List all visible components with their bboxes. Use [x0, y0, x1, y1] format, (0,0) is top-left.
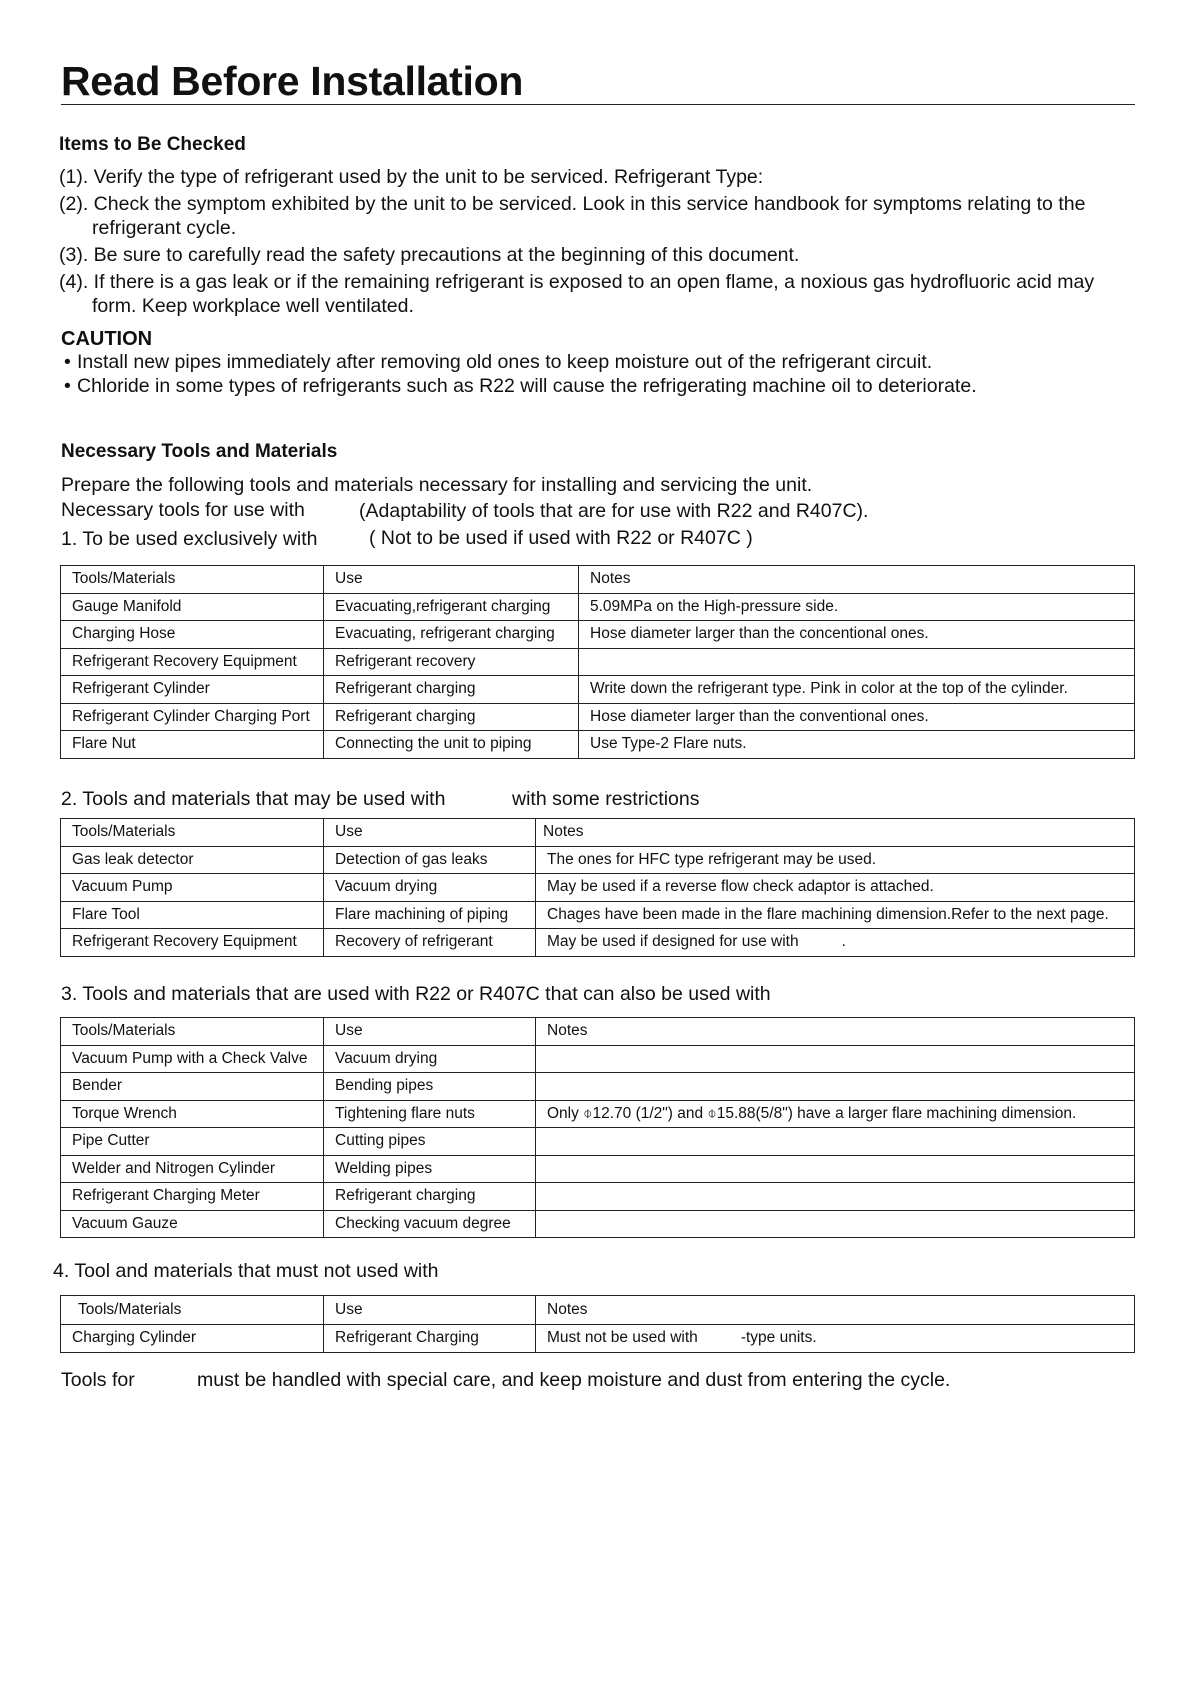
shared-tools-table [60, 1017, 1135, 1238]
caution-item [64, 374, 1144, 398]
table-cell: Charging Hose [61, 621, 324, 649]
table-cell: Pipe Cutter [61, 1128, 324, 1156]
table-cell: Bender [61, 1073, 324, 1101]
item-text: Check the symptom exhibited by the unit to be serviced. Look in this service handbook for symptoms relating to the [93, 193, 1086, 215]
table-row [61, 1155, 1135, 1183]
item-number: (2). [59, 193, 89, 215]
table-header-row [61, 566, 1135, 594]
checklist [59, 165, 1139, 318]
table-cell: Gauge Manifold [61, 593, 324, 621]
table-cell: Refrigerant Recovery Equipment [61, 648, 324, 676]
table-cell: Refrigerant charging [324, 1183, 536, 1211]
table-header-row [61, 819, 1135, 847]
section3-heading: 3. Tools and materials that are used with R22 or R407C that can also be used with [61, 983, 771, 1005]
header-cell: Tools/Materials [61, 1296, 324, 1325]
title-divider [61, 104, 1135, 105]
item-text: If there is a gas leak or if the remaining refrigerant is exposed to an open flame, a noxious gas hydrofluoric acid may [93, 271, 1095, 293]
item-number: (4). [59, 271, 89, 293]
table-cell: Refrigerant Charging Meter [61, 1183, 324, 1211]
section4-heading: 4. Tool and materials that must not used with [53, 1260, 439, 1282]
table-row [61, 901, 1135, 929]
section2-heading: 2. Tools and materials that may be used with [61, 788, 446, 810]
header-cell: Tools/Materials [61, 1018, 324, 1046]
table-row [61, 1210, 1135, 1238]
items-checked-heading: Items to Be Checked [59, 134, 246, 155]
item-text-continued: refrigerant cycle. [92, 217, 237, 239]
table-row [61, 621, 1135, 649]
table-cell: Hose diameter larger than the conventional ones. [579, 703, 1135, 731]
page-title: Read Before Installation [61, 58, 524, 104]
table-cell: Hose diameter larger than the concentional ones. [579, 621, 1135, 649]
table-cell: Tightening flare nuts [324, 1100, 536, 1128]
tools-line-left: Necessary tools for use with [61, 499, 305, 521]
table-cell: Refrigerant Charging [324, 1325, 536, 1353]
item-text: Be sure to carefully read the safety precautions at the beginning of this document. [93, 244, 800, 266]
table-cell [536, 1128, 1135, 1156]
header-cell: Notes [536, 1296, 1135, 1325]
table-row [61, 1100, 1135, 1128]
tools-intro: Prepare the following tools and materials necessary for installing and servicing the unit. [61, 474, 813, 496]
caution-item [64, 350, 1144, 374]
table-cell: Charging Cylinder [61, 1325, 324, 1353]
item-number: (1). [59, 166, 89, 188]
section1-heading: 1. To be used exclusively with [61, 528, 318, 550]
table-cell: Must not be used with -type units. [536, 1325, 1135, 1353]
checklist-item [59, 243, 1139, 270]
table-cell: Use Type-2 Flare nuts. [579, 731, 1135, 759]
prohibited-tools-table [60, 1295, 1135, 1353]
section2-heading-suffix: with some restrictions [512, 788, 700, 810]
table-cell [536, 1210, 1135, 1238]
table-row [61, 676, 1135, 704]
table-cell: Refrigerant Recovery Equipment [61, 929, 324, 957]
table-cell: Vacuum Gauze [61, 1210, 324, 1238]
footer-note-prefix: Tools for [61, 1369, 135, 1391]
item-text-continued: form. Keep workplace well ventilated. [92, 295, 414, 317]
table-row [61, 1128, 1135, 1156]
table-header-row [61, 1018, 1135, 1046]
table-row [61, 929, 1135, 957]
table-cell: The ones for HFC type refrigerant may be used. [536, 846, 1135, 874]
table-cell: Welder and Nitrogen Cylinder [61, 1155, 324, 1183]
caution-heading: CAUTION [61, 328, 153, 350]
table-cell: Refrigerant charging [324, 703, 579, 731]
table-cell: Evacuating, refrigerant charging [324, 621, 579, 649]
table-row [61, 593, 1135, 621]
table-row [61, 846, 1135, 874]
exclusive-tools-table [60, 565, 1135, 759]
table-row [61, 1183, 1135, 1211]
header-cell: Use [324, 566, 579, 594]
footer-note: must be handled with special care, and keep moisture and dust from entering the cycle. [197, 1369, 951, 1391]
table-cell: Flare Tool [61, 901, 324, 929]
table-cell: Welding pipes [324, 1155, 536, 1183]
table-cell: Checking vacuum degree [324, 1210, 536, 1238]
checklist-item [59, 270, 1139, 294]
table-cell: Flare machining of piping [324, 901, 536, 929]
table-cell: Vacuum drying [324, 1045, 536, 1073]
checklist-item [59, 192, 1139, 216]
table-cell [536, 1183, 1135, 1211]
item-number: (3). [59, 244, 89, 266]
table-cell [536, 1045, 1135, 1073]
table-cell: Detection of gas leaks [324, 846, 536, 874]
table-cell: May be used if designed for use with . [536, 929, 1135, 957]
header-cell: Tools/Materials [61, 566, 324, 594]
section1-note: ( Not to be used if used with R22 or R407C ) [369, 527, 753, 549]
table-cell: Refrigerant Cylinder [61, 676, 324, 704]
table-row [61, 731, 1135, 759]
tools-line-right: (Adaptability of tools that are for use with R22 and R407C). [359, 500, 869, 522]
header-cell: Notes [536, 819, 1135, 847]
table-cell: Refrigerant charging [324, 676, 579, 704]
table-cell: Gas leak detector [61, 846, 324, 874]
table-header-row [61, 1296, 1135, 1325]
bullet-icon: • [64, 351, 71, 373]
table-row [61, 1325, 1135, 1353]
header-cell: Notes [536, 1018, 1135, 1046]
caution-text: Chloride in some types of refrigerants such as R22 will cause the refrigerating machine oil to deteriorate. [77, 375, 977, 397]
table-cell [536, 1155, 1135, 1183]
table-cell: Refrigerant Cylinder Charging Port [61, 703, 324, 731]
table-cell: Connecting the unit to piping [324, 731, 579, 759]
table-cell: Flare Nut [61, 731, 324, 759]
table-row [61, 1073, 1135, 1101]
item-text: Verify the type of refrigerant used by the unit to be serviced. Refrigerant Type: [93, 166, 764, 188]
table-cell: Only ⌽12.70 (1/2") and ⌽15.88(5/8") have a larger flare machining dimension. [536, 1100, 1135, 1128]
table-cell [536, 1073, 1135, 1101]
table-cell: Bending pipes [324, 1073, 536, 1101]
table-cell: 5.09MPa on the High-pressure side. [579, 593, 1135, 621]
table-cell: Vacuum Pump [61, 874, 324, 902]
header-cell: Tools/Materials [61, 819, 324, 847]
table-cell [579, 648, 1135, 676]
table-cell: Torque Wrench [61, 1100, 324, 1128]
table-row [61, 648, 1135, 676]
table-cell: May be used if a reverse flow check adaptor is attached. [536, 874, 1135, 902]
table-row [61, 1045, 1135, 1073]
table-cell: Recovery of refrigerant [324, 929, 536, 957]
table-row [61, 874, 1135, 902]
header-cell: Notes [579, 566, 1135, 594]
bullet-icon: • [64, 375, 71, 397]
table-cell: Evacuating,refrigerant charging [324, 593, 579, 621]
restricted-tools-table [60, 818, 1135, 957]
checklist-item [59, 165, 1139, 192]
header-cell: Use [324, 819, 536, 847]
header-cell: Use [324, 1296, 536, 1325]
table-cell: Refrigerant recovery [324, 648, 579, 676]
caution-list [64, 350, 1144, 398]
tools-heading: Necessary Tools and Materials [61, 441, 338, 462]
table-cell: Chages have been made in the flare machining dimension.Refer to the next page. [536, 901, 1135, 929]
table-row [61, 703, 1135, 731]
table-cell: Write down the refrigerant type. Pink in color at the top of the cylinder. [579, 676, 1135, 704]
table-cell: Vacuum Pump with a Check Valve [61, 1045, 324, 1073]
table-cell: Vacuum drying [324, 874, 536, 902]
caution-text: Install new pipes immediately after removing old ones to keep moisture out of the refrigerant circuit. [77, 351, 933, 373]
header-cell: Use [324, 1018, 536, 1046]
table-cell: Cutting pipes [324, 1128, 536, 1156]
